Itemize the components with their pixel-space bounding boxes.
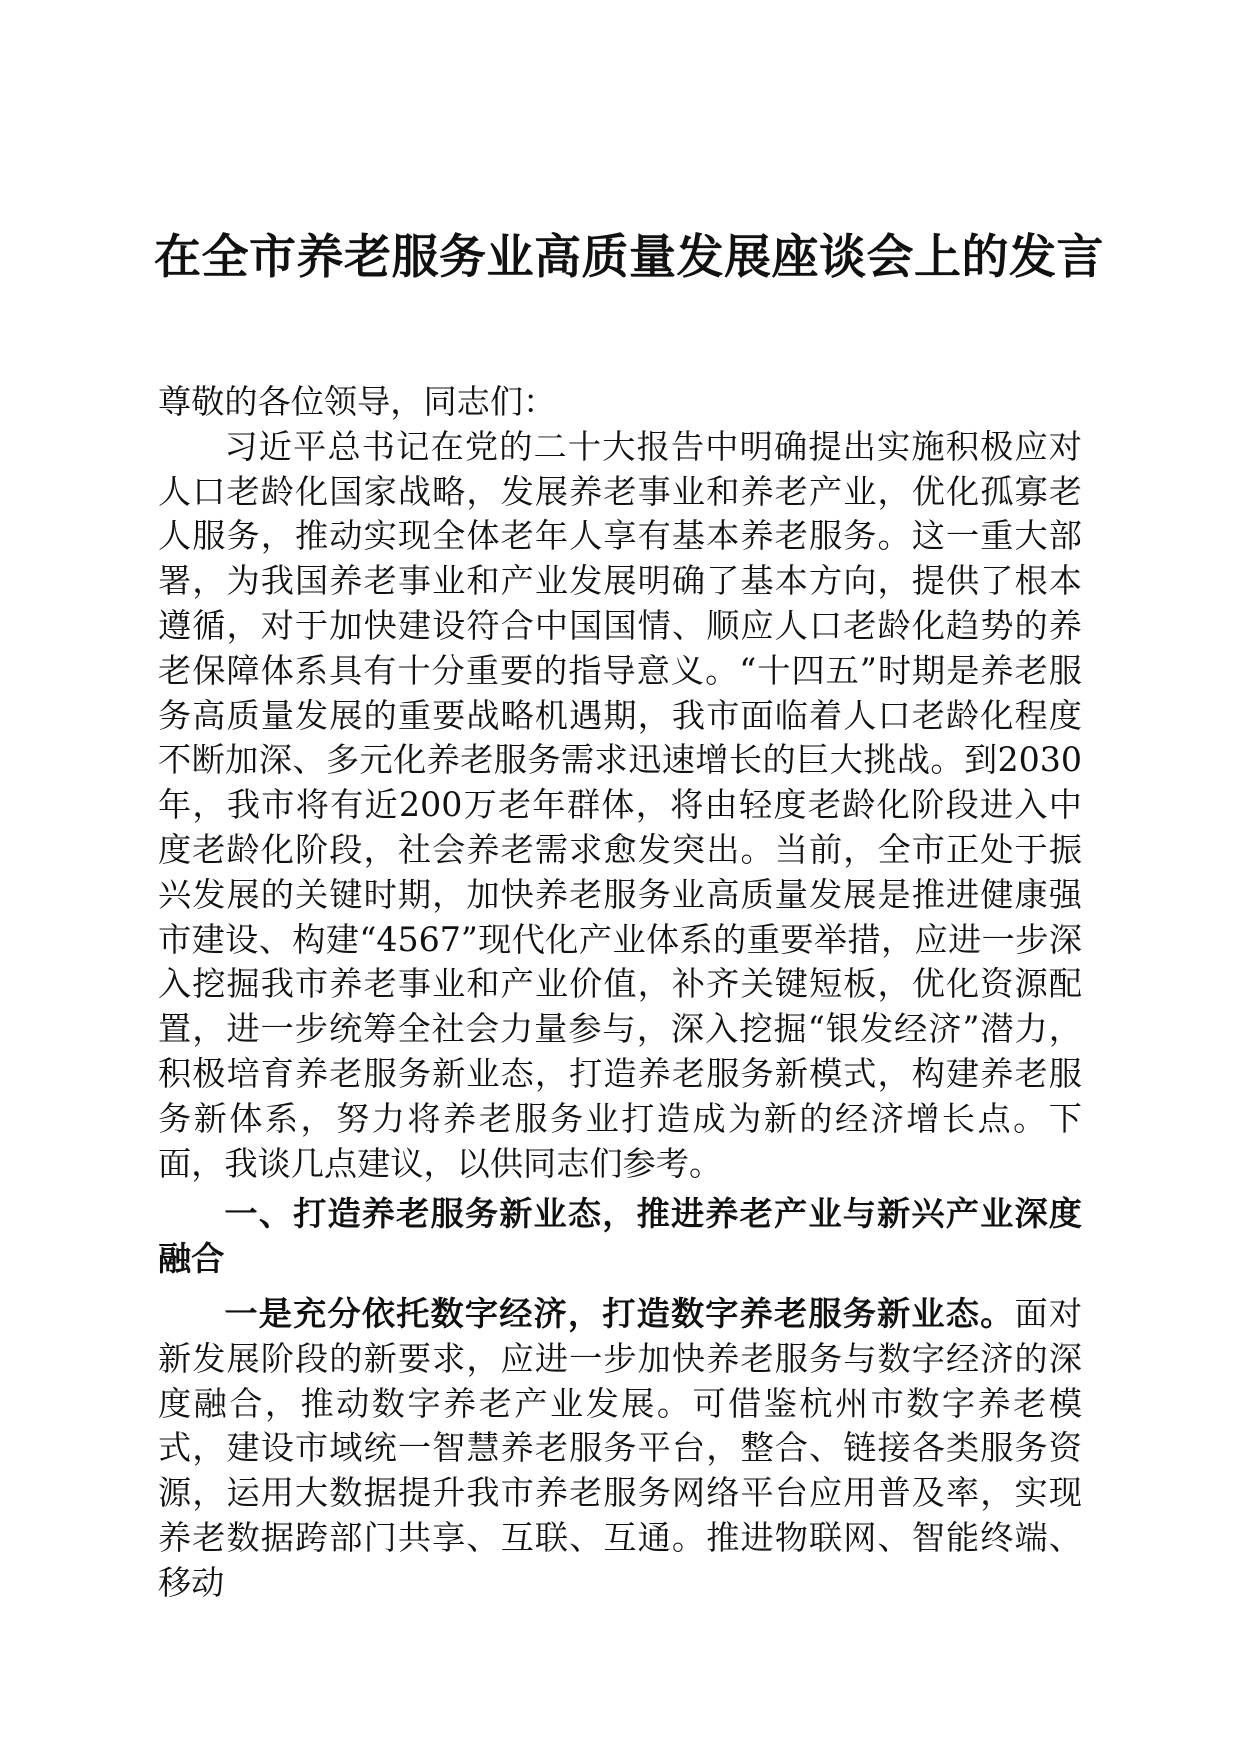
paragraph-point-1: [158, 1292, 1082, 1606]
salutation: 尊敬的各位领导，同志们：: [158, 382, 557, 421]
document-title: 在全市养老服务业高质量发展座谈会上的发言: [154, 230, 1104, 285]
point-1-lead: 一是充分依托数字经济，打造数字养老服务新业态。: [224, 1293, 1015, 1333]
point-1-text: 面对新发展阶段的新要求，应进一步加快养老服务与数字经济的深度融合，推动数字养老产业发展。可借鉴杭州市数字养老模式，建设市域统一智慧养老服务平台，整合、链接各类服务资源，运用大数据提升我市养老服务网络平台应用普及率，实现养老数据跨部门共享、互联、互通。推进物联网、智能终端、移动: [158, 1293, 1083, 1602]
section-heading-1: 一、打造养老服务新业态，推进养老产业与新兴产业深度融合: [158, 1194, 1082, 1279]
document-body: [158, 380, 1082, 1606]
paragraph-intro: 习近平总书记在党的二十大报告中明确提出实施积极应对人口老龄化国家战略，发展养老事业和养老产业，优化孤寡老人服务，推动实现全体老年人享有基本养老服务。这一重大部署，为我国养老事业和产业发展明确了基本方向，提供了根本遵循，对于加快建设符合中国国情、顺应人口老龄化趋势的养老保障体系具有十分重要的指导意义。“十四五”时期是养老服务高质量发展的重要战略机遇期，我市面临着人口老龄化程度不断加深、多元化养老服务需求迅速增长的巨大挑战。到2030年，我市将有近200万老年群体，将由轻度老龄化阶段进入中度老龄化阶段，社会养老需求愈发突出。当前，全市正处于振兴发展的关键时期，加快养老服务业高质量发展是推进健康强市建设、构建“4567”现代化产业体系的重要举措，应进一步深入挖掘我市养老事业和产业价值，补齐关键短板，优化资源配置，进一步统筹全社会力量参与，深入挖掘“银发经济”潜力，积极培育养老服务新业态，打造养老服务新模式，构建养老服务新体系，努力将养老服务业打造成为新的经济增长点。下面，我谈几点建议，以供同志们参考。: [158, 426, 1082, 1183]
